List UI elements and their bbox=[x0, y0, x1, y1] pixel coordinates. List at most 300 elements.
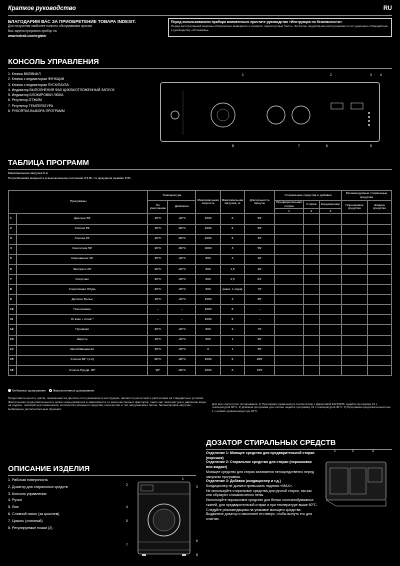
program-number: 4 bbox=[9, 244, 17, 254]
legend-optional: Факультативное дозирование bbox=[53, 388, 95, 393]
description-item: 1. Рабочая поверхность bbox=[8, 478, 48, 482]
program-detergent-cell bbox=[368, 355, 392, 365]
program-detergent-cell bbox=[319, 264, 341, 274]
programs-title: ТАБЛИЦА ПРОГРАММ bbox=[8, 158, 89, 167]
col-recommended: Рекомендуемые стиральные средства bbox=[342, 191, 392, 201]
program-name: Шерсть bbox=[17, 335, 148, 345]
dispenser-number-1: 1 bbox=[334, 449, 336, 453]
program-detergent-cell bbox=[275, 335, 304, 345]
diagram-number-2: 2 bbox=[126, 483, 128, 487]
document-title: Краткое руководство bbox=[8, 6, 76, 12]
panel-number-4: 4 bbox=[380, 73, 382, 77]
program-number: 9 bbox=[9, 295, 17, 305]
program-row bbox=[9, 234, 392, 244]
program-name: Хлопок 45' bbox=[17, 234, 148, 244]
diagram-number-8: 8 bbox=[196, 553, 198, 557]
control-item: 6. Регулятор ОТЖИМ bbox=[8, 98, 42, 103]
program-row bbox=[9, 295, 392, 305]
description-list bbox=[8, 477, 118, 532]
program-detergent-cell bbox=[303, 274, 319, 284]
programs-table bbox=[8, 190, 392, 376]
program-detergent-cell bbox=[342, 345, 368, 355]
program-detergent-cell bbox=[275, 355, 304, 365]
program-row bbox=[9, 254, 392, 264]
program-knob bbox=[211, 103, 235, 127]
program-name: Отжим + Слив * bbox=[17, 315, 148, 325]
program-row bbox=[9, 325, 392, 335]
program-max-load: 6 bbox=[220, 365, 244, 375]
program-detergent-cell bbox=[275, 295, 304, 305]
page-header bbox=[8, 6, 392, 15]
program-max-load: 6 bbox=[220, 214, 244, 224]
program-detergent-cell bbox=[319, 254, 341, 264]
program-default-temp: 90° bbox=[148, 365, 168, 375]
program-detergent-cell bbox=[303, 214, 319, 224]
control-panel-drawing bbox=[161, 83, 381, 143]
program-detergent-cell bbox=[342, 234, 368, 244]
program-temp-range: -40°C bbox=[168, 295, 196, 305]
program-default-temp: – bbox=[148, 305, 168, 315]
program-duration: 20' bbox=[245, 264, 275, 274]
program-duration: 59' bbox=[245, 224, 275, 234]
dispenser-line: Используйте порошковое средство для белых хлопчатобумажных тканей, для предварительной стирки и при температуре выше 60°C. bbox=[206, 498, 318, 507]
optional-dot-icon bbox=[49, 389, 52, 392]
program-temp-range: -40°C bbox=[168, 214, 196, 224]
program-max-load: 3 bbox=[220, 295, 244, 305]
program-detergent-cell bbox=[319, 365, 341, 375]
panel-number-7: 7 bbox=[298, 144, 300, 148]
program-max-load: 6 bbox=[220, 315, 244, 325]
panel-number-6: 6 bbox=[326, 144, 328, 148]
program-temp-range: -30°C bbox=[168, 285, 196, 295]
col-num-1: 1 bbox=[275, 209, 304, 214]
program-detergent-cell bbox=[303, 264, 319, 274]
panel-number-5: 5 bbox=[370, 144, 372, 148]
register-link[interactable]: www.indesit.com/register bbox=[8, 33, 47, 38]
program-temp-range: – bbox=[168, 315, 196, 325]
program-name: Хлопок Предв. 90° bbox=[17, 365, 148, 375]
program-name: Спортивная Обувь bbox=[17, 285, 148, 295]
description-item: 8. Регулируемые ножки (2) bbox=[8, 525, 53, 530]
col-duration: Длительность минуты bbox=[245, 191, 275, 214]
controls-list bbox=[8, 72, 138, 114]
thanks-line-2: Вас зарегистрировать прибор на bbox=[8, 29, 57, 34]
footnote-left: Продолжительность цикла, показанная на дисплее или указанная в инструкции, является расчетной и рассчитана на стандартные условия. Фактическая продолжительность может варьироваться в зависимости от многочисленных факторов, таких как температура и давление воды на подаче, температура помещения, количество моющего средства, количество и тип загружаемого белья, балансировка загрузки, выбранные дополнительные функции. bbox=[8, 396, 206, 411]
program-duration: 155' bbox=[245, 365, 275, 375]
program-duration: 50' bbox=[245, 335, 275, 345]
program-temp-range: -90°C bbox=[168, 365, 196, 375]
controls-title: КОНСОЛЬ УПРАВЛЕНИЯ bbox=[8, 57, 99, 66]
description-title: ОПИСАНИЕ ИЗДЕЛИЯ bbox=[8, 464, 90, 473]
diagram-number-5: 5 bbox=[126, 519, 128, 523]
safety-warning-box bbox=[168, 18, 392, 37]
program-temp-range: -40°C bbox=[168, 335, 196, 345]
program-default-temp: 30°C bbox=[148, 274, 168, 284]
program-detergent-cell bbox=[368, 305, 392, 315]
program-default-temp: 30°C bbox=[148, 285, 168, 295]
program-detergent-cell bbox=[368, 325, 392, 335]
program-max-speed: 1000 bbox=[196, 224, 220, 234]
program-detergent-cell bbox=[342, 335, 368, 345]
program-number: 16 bbox=[9, 365, 17, 375]
program-row bbox=[9, 274, 392, 284]
program-default-temp: 40°C bbox=[148, 214, 168, 224]
program-number: 2 bbox=[9, 224, 17, 234]
max-load-note: Максимальная загрузка 6 кг bbox=[8, 171, 49, 175]
program-max-load: 1 bbox=[220, 345, 244, 355]
program-name: Полоскание bbox=[17, 305, 148, 315]
program-row bbox=[9, 305, 392, 315]
col-default-temp: По умолчанию bbox=[148, 201, 168, 214]
dispenser-text bbox=[206, 451, 318, 522]
thanks-title: БЛАГОДАРИМ ВАС ЗА ПРИОБРЕТЕНИЕ ТОВАРА INDESIT. bbox=[8, 19, 136, 24]
program-detergent-cell bbox=[303, 365, 319, 375]
required-dot-icon bbox=[8, 389, 11, 392]
warning-text: Перед эксплуатацией машины обязательно выверните и снимите транспортные болты. За более подробными инструкциями по их удалению обращайтесь к руководству «Установка». bbox=[171, 24, 388, 32]
program-row bbox=[9, 315, 392, 325]
program-number: 14 bbox=[9, 345, 17, 355]
program-max-load: 6 bbox=[220, 355, 244, 365]
power-note: Потребляемая мощность в выключенном состоянии 0,5 Вт / в дежурном режиме 8 Вт bbox=[8, 176, 131, 180]
program-number: 8 bbox=[9, 285, 17, 295]
program-duration: – bbox=[245, 305, 275, 315]
col-prewash: Предварительная стирка bbox=[276, 200, 302, 208]
program-detergent-cell bbox=[368, 335, 392, 345]
program-name: Экспресс 20' bbox=[17, 264, 148, 274]
program-number: 6 bbox=[9, 264, 17, 274]
program-detergent-cell bbox=[303, 315, 319, 325]
program-detergent-cell bbox=[368, 274, 392, 284]
program-default-temp: 40°C bbox=[148, 234, 168, 244]
program-max-load: 3 bbox=[220, 244, 244, 254]
program-detergent-cell bbox=[275, 365, 304, 375]
program-detergent-cell bbox=[368, 315, 392, 325]
warning-title: Перед использованием прибора внимательно прочтите руководство «Инструкция по безопасности». bbox=[171, 20, 343, 24]
table-legend bbox=[8, 389, 94, 393]
program-detergent-cell bbox=[319, 315, 341, 325]
dispenser-line: Не используйте стиральные средства для ручной стирки, так как они образуют слишком много пены. bbox=[206, 488, 312, 498]
program-temp-range: – bbox=[168, 305, 196, 315]
program-max-speed: 1000 bbox=[196, 234, 220, 244]
program-detergent-cell bbox=[319, 244, 341, 254]
program-default-temp: 60°C bbox=[148, 355, 168, 365]
program-max-speed: 1000 bbox=[196, 355, 220, 365]
program-detergent-cell bbox=[275, 325, 304, 335]
dispenser-line: Отделение 1: Моющее средство для предварительной стирки (порошок) bbox=[206, 451, 315, 460]
dispenser-line: Отделение 3: Добавки (кондиционер и т.д.) bbox=[206, 479, 281, 484]
program-default-temp: 40°C bbox=[148, 335, 168, 345]
description-item: 7. Цоколь (съемный) bbox=[8, 518, 43, 523]
program-detergent-cell bbox=[342, 264, 368, 274]
program-detergent-cell bbox=[342, 285, 368, 295]
power-button bbox=[171, 111, 179, 119]
program-number: 15 bbox=[9, 355, 17, 365]
program-max-load: 6 bbox=[220, 305, 244, 315]
col-num-3: 3 bbox=[319, 209, 341, 214]
program-max-speed: 1000 bbox=[196, 244, 220, 254]
temperature-knob bbox=[267, 106, 285, 124]
col-detergents: Стиральные средства и добавки bbox=[275, 191, 342, 201]
description-item: 2. Дозатор для стиральных средств bbox=[8, 484, 68, 489]
program-detergent-cell bbox=[303, 254, 319, 264]
program-number: 10 bbox=[9, 305, 17, 315]
washer-drawing bbox=[130, 478, 200, 558]
program-detergent-cell bbox=[368, 224, 392, 234]
program-max-load: 6 bbox=[220, 234, 244, 244]
program-name: Синтетика 59' bbox=[17, 244, 148, 254]
program-detergent-cell bbox=[342, 295, 368, 305]
description-divider bbox=[8, 475, 196, 476]
program-max-speed: 800 bbox=[196, 254, 220, 264]
program-detergent-cell bbox=[275, 244, 304, 254]
program-max-load: 1,5 bbox=[220, 264, 244, 274]
control-item: 4. Индикатор ВЫПОЛНЕНИЯ ФАЗ ЦИКЛА/ОТЛОЖЕННЫЙ ЗАПУСК bbox=[8, 87, 115, 92]
program-detergent-cell bbox=[319, 224, 341, 234]
description-item: 3. Консоль управления bbox=[8, 491, 47, 496]
dispenser-diagram bbox=[322, 449, 392, 508]
program-detergent-cell bbox=[275, 315, 304, 325]
description-item: 5. Люк bbox=[8, 505, 19, 510]
program-detergent-cell bbox=[275, 214, 304, 224]
footnote-right: Для всех институтов тестирования: 1) Программа управления в соответствии с Директивой EN 60456: задайте программу 15 с температурой 60°C. 2) Длинная программа для хлопка: задайте программу 15 с температурой 40°C. 3) Программа продолжительностью 1 с низким уровнем воды при 30°C. bbox=[212, 402, 391, 413]
program-max-load: 2 bbox=[220, 325, 244, 335]
program-detergent-cell bbox=[319, 234, 341, 244]
program-max-speed: 1000 bbox=[196, 295, 220, 305]
program-max-load: 2,5 bbox=[220, 274, 244, 284]
program-detergent-cell bbox=[342, 365, 368, 375]
program-detergent-cell bbox=[368, 254, 392, 264]
control-item: 8. РУКОЯТКА ВЫБОРА ПРОГРАММ bbox=[8, 108, 65, 113]
program-max-speed: 1000 bbox=[196, 365, 220, 375]
program-detergent-cell bbox=[368, 365, 392, 375]
program-detergent-cell bbox=[368, 295, 392, 305]
program-detergent-cell bbox=[303, 295, 319, 305]
program-duration: 45' bbox=[245, 234, 275, 244]
diagram-number-6: 6 bbox=[196, 539, 198, 543]
panel-number-2: 2 bbox=[330, 73, 332, 77]
program-row bbox=[9, 214, 392, 224]
diagram-number-7: 7 bbox=[126, 543, 128, 547]
program-temp-range: -30°C bbox=[168, 325, 196, 335]
program-max-speed: 800 bbox=[196, 335, 220, 345]
program-detergent-cell bbox=[303, 355, 319, 365]
program-name: Хлопок 59' bbox=[17, 224, 148, 234]
program-default-temp: 30°C bbox=[148, 345, 168, 355]
dispenser-divider bbox=[206, 449, 392, 450]
programs-divider bbox=[8, 169, 392, 170]
dispenser-number-3: 3 bbox=[372, 449, 374, 453]
program-default-temp: 40°C bbox=[148, 224, 168, 234]
program-duration: 85' bbox=[245, 295, 275, 305]
program-detergent-cell bbox=[303, 325, 319, 335]
program-max-load: (макс. 1 пара) bbox=[220, 285, 244, 295]
dispenser-line: Отделение 2: Стиральное средство для стирки (порошковое или жидкое) bbox=[206, 460, 312, 470]
program-duration: 30' bbox=[245, 254, 275, 264]
program-detergent-cell bbox=[342, 325, 368, 335]
program-temp-range: -20°C bbox=[168, 264, 196, 274]
program-detergent-cell bbox=[368, 264, 392, 274]
col-num-2: 2 bbox=[303, 209, 319, 214]
program-temp-range: -30°C bbox=[168, 345, 196, 355]
dispenser-title: ДОЗАТОР СТИРАЛЬНЫХ СРЕДСТВ bbox=[206, 438, 336, 447]
program-detergent-cell bbox=[368, 345, 392, 355]
program-number: 13 bbox=[9, 335, 17, 345]
program-duration: 59' bbox=[245, 214, 275, 224]
program-temp-range: -90°C bbox=[168, 355, 196, 365]
program-number: 12 bbox=[9, 325, 17, 335]
program-max-speed: 800 bbox=[196, 325, 220, 335]
program-row bbox=[9, 355, 392, 365]
program-max-speed: 0 bbox=[196, 345, 220, 355]
program-number: 5 bbox=[9, 254, 17, 264]
program-detergent-cell bbox=[342, 315, 368, 325]
program-duration: 55' bbox=[245, 345, 275, 355]
col-programs: Программы bbox=[9, 191, 148, 214]
program-name: Шелк/Занавески bbox=[17, 345, 148, 355]
thanks-line-1: Для получения наиболее полного обслуживания просим bbox=[8, 24, 92, 29]
dispenser-line: Моющее средство для стирки заливается непосредственно перед запуском программы. bbox=[206, 469, 314, 479]
program-detergent-cell bbox=[368, 214, 392, 224]
program-detergent-cell bbox=[275, 345, 304, 355]
program-max-load: 6 bbox=[220, 224, 244, 234]
col-temp-range: Диапазон bbox=[168, 201, 196, 214]
program-default-temp: 40°C bbox=[148, 244, 168, 254]
program-max-load: 3 bbox=[220, 254, 244, 264]
col-powder: Порошковое средство bbox=[342, 201, 368, 214]
program-duration: – bbox=[245, 315, 275, 325]
program-detergent-cell bbox=[319, 274, 341, 284]
diagram-number-4: 4 bbox=[126, 505, 128, 509]
program-default-temp: 20°C bbox=[148, 264, 168, 274]
program-default-temp: 30°C bbox=[148, 325, 168, 335]
program-detergent-cell bbox=[319, 285, 341, 295]
controls-divider bbox=[8, 68, 392, 69]
program-detergent-cell bbox=[275, 234, 304, 244]
program-row bbox=[9, 365, 392, 375]
program-detergent-cell bbox=[275, 285, 304, 295]
panel-number-8: 8 bbox=[232, 144, 234, 148]
program-temp-range: -60°C bbox=[168, 224, 196, 234]
program-duration: 250' bbox=[245, 355, 275, 365]
program-row bbox=[9, 244, 392, 254]
program-detergent-cell bbox=[319, 325, 341, 335]
program-detergent-cell bbox=[275, 254, 304, 264]
program-temp-range: -30°C bbox=[168, 274, 196, 284]
control-item: 1. Кнопка ВКЛ/ВЫКЛ bbox=[8, 72, 41, 76]
control-panel-diagram bbox=[160, 82, 380, 142]
program-row bbox=[9, 345, 392, 355]
program-row bbox=[9, 285, 392, 295]
col-max-speed: Максимальная скорость bbox=[196, 191, 220, 214]
program-detergent-cell bbox=[319, 355, 341, 365]
dispenser-number-2: 2 bbox=[352, 449, 354, 453]
program-detergent-cell bbox=[319, 305, 341, 315]
program-name: Смешанное 30' bbox=[17, 254, 148, 264]
program-detergent-cell bbox=[275, 224, 304, 234]
program-max-speed: 800 bbox=[196, 264, 220, 274]
program-detergent-cell bbox=[303, 285, 319, 295]
program-max-speed: 1000 bbox=[196, 214, 220, 224]
program-name: Спортзал bbox=[17, 274, 148, 284]
program-name: Цветное 59' bbox=[17, 214, 148, 224]
program-max-speed: 1000 bbox=[196, 315, 220, 325]
program-row bbox=[9, 224, 392, 234]
legend-required: Требуемое дозирование bbox=[11, 388, 46, 393]
program-detergent-cell bbox=[368, 285, 392, 295]
dispenser-line: Выдвиньте дозатор и наклоните его вверх, чтобы вынуть его для очистки. bbox=[206, 512, 312, 522]
program-duration: 70' bbox=[245, 325, 275, 335]
start-pause-button bbox=[351, 103, 363, 109]
program-row bbox=[9, 264, 392, 274]
program-detergent-cell bbox=[342, 254, 368, 264]
program-name: Хлопок 60° (1-2) bbox=[17, 355, 148, 365]
program-detergent-cell bbox=[342, 244, 368, 254]
header-divider bbox=[8, 15, 392, 16]
program-detergent-cell bbox=[275, 264, 304, 274]
diagram-number-3: 3 bbox=[196, 485, 198, 489]
program-max-load: 1 bbox=[220, 335, 244, 345]
dispenser-line: Следуйте рекомендациям на упаковке моющего средства. bbox=[206, 507, 302, 512]
function-button bbox=[331, 103, 343, 109]
program-temp-range: -60°C bbox=[168, 244, 196, 254]
program-temp-range: -30°C bbox=[168, 254, 196, 264]
control-item: 5. Индикатор БЛОКИРОВКИ ЛЮКА bbox=[8, 93, 64, 98]
program-max-speed: 600 bbox=[196, 274, 220, 284]
spin-knob bbox=[292, 106, 310, 124]
dispenser-line: Кондиционер не должен превышать надписи «MAX». bbox=[206, 484, 293, 489]
program-detergent-cell bbox=[319, 295, 341, 305]
program-detergent-cell bbox=[368, 244, 392, 254]
program-detergent-cell bbox=[342, 305, 368, 315]
program-duration: 76' bbox=[245, 285, 275, 295]
col-liquid: Жидкое средство bbox=[368, 201, 392, 214]
program-duration: 81' bbox=[245, 274, 275, 284]
program-detergent-cell bbox=[319, 335, 341, 345]
program-detergent-cell bbox=[342, 214, 368, 224]
description-item: 6. Сливной насос (за цоколем) bbox=[8, 512, 60, 517]
program-name: Пуховики bbox=[17, 325, 148, 335]
dispenser-drawing bbox=[322, 449, 392, 508]
language-code: RU bbox=[383, 6, 392, 12]
program-number: 3 bbox=[9, 234, 17, 244]
control-item: 7. Регулятор ТЕМПЕРАТУРА bbox=[8, 103, 54, 108]
program-detergent-cell bbox=[303, 335, 319, 345]
program-default-temp: – bbox=[148, 315, 168, 325]
program-detergent-cell bbox=[275, 305, 304, 315]
description-item: 4. Ручка bbox=[8, 498, 22, 503]
program-name: Детское Белье bbox=[17, 295, 148, 305]
program-temp-range: -60°C bbox=[168, 234, 196, 244]
program-detergent-cell bbox=[342, 355, 368, 365]
program-detergent-cell bbox=[319, 214, 341, 224]
program-detergent-cell bbox=[303, 345, 319, 355]
panel-number-1: 1 bbox=[242, 73, 244, 77]
program-number: 7 bbox=[9, 274, 17, 284]
program-detergent-cell bbox=[368, 234, 392, 244]
program-detergent-cell bbox=[275, 274, 304, 284]
program-number: 1 bbox=[9, 214, 17, 224]
control-item: 2. Кнопка с индикатором ФУНКЦИИ bbox=[8, 77, 65, 82]
program-row bbox=[9, 335, 392, 345]
control-item: 3. Кнопка с индикатором ПУСК/ПАУЗА bbox=[8, 82, 69, 87]
program-detergent-cell bbox=[342, 224, 368, 234]
program-detergent-cell bbox=[303, 224, 319, 234]
program-default-temp: 40°C bbox=[148, 295, 168, 305]
program-detergent-cell bbox=[303, 244, 319, 254]
program-number: 11 bbox=[9, 315, 17, 325]
program-max-speed: 600 bbox=[196, 285, 220, 295]
col-softener: Кондиционер bbox=[319, 201, 341, 209]
